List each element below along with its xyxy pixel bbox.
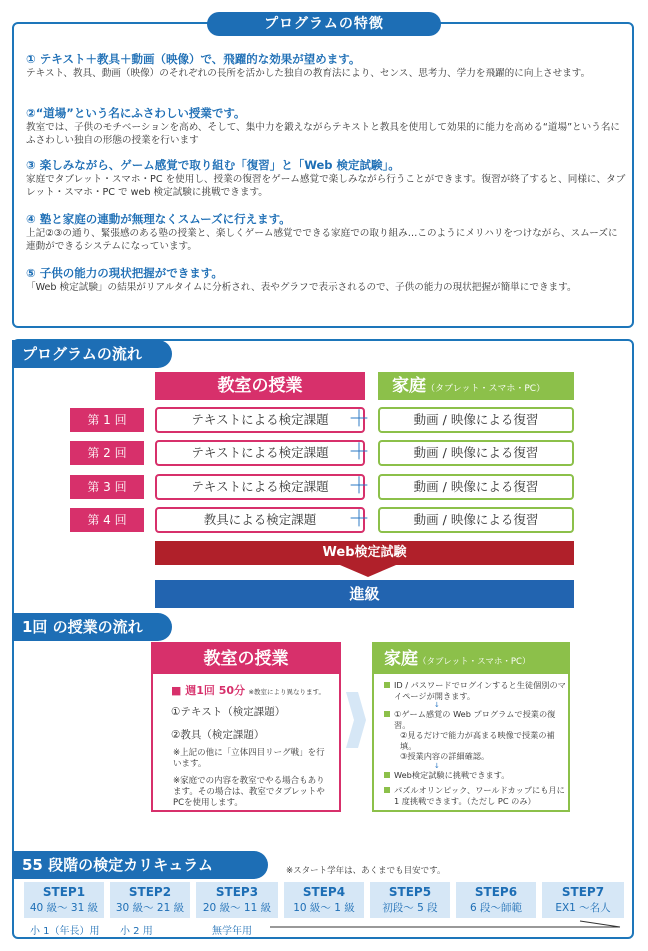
step-name: STEP6 — [474, 885, 518, 899]
feature-item — [26, 106, 626, 147]
feature-body: 教室では、子供のモチベーションを高め、そして、集中力を鍛えながらテキストと教具を使用して効果的に能力を高める“道場”という名にふさわしい独自の形態の授業を行います — [26, 122, 621, 146]
steps-note: ※スタート学年は、あくまでも目安です。 — [286, 866, 446, 876]
home-header — [378, 372, 574, 400]
home-step-item — [374, 680, 568, 701]
home-task: 動画 / 映像による復習 — [378, 507, 574, 533]
round-tag: 第 2 回 — [70, 441, 144, 465]
step-name: STEP5 — [388, 885, 432, 899]
bullet-icon — [384, 711, 390, 717]
features-title: プログラムの特徴 — [207, 12, 441, 36]
grade-label: 無学年用 — [212, 926, 252, 937]
step-card — [196, 882, 278, 918]
home-task: 動画 / 映像による復習 — [378, 440, 574, 466]
classroom-task: テキストによる検定課題 — [155, 440, 365, 466]
home-task: 動画 / 映像による復習 — [378, 474, 574, 500]
lesson-note-league: ※上記の他に「立体四目リーグ戦」を行います。 — [173, 748, 325, 769]
feature-heading: ④ 塾と家庭の連動が無理なくスムーズに行えます。 — [26, 212, 291, 226]
lesson-classroom-header: 教室の授業 — [153, 644, 339, 674]
lesson-home-card — [372, 642, 570, 812]
step-name: STEP2 — [128, 885, 172, 899]
feature-body: テキスト、教具、動画（映像）のそれぞれの長所を活かした独自の教育法により、センス、思考力、学力を飛躍的に向上させます。 — [26, 68, 591, 79]
step-name: STEP1 — [42, 885, 86, 899]
lesson-frequency-text: ■ 週1回 50分 — [171, 684, 246, 697]
down-arrow-icon: ↓ — [434, 761, 440, 770]
step-card — [24, 882, 104, 918]
round-tag: 第 3 回 — [70, 475, 144, 499]
feature-heading: ① テキスト＋教具＋動画（映像）で、飛躍的な効果が望めます。 — [26, 52, 361, 66]
classroom-task: 教具による検定課題 — [155, 507, 365, 533]
step-name: STEP3 — [215, 885, 259, 899]
web-test-bar: Web検定試験 — [155, 541, 574, 565]
feature-item — [26, 158, 626, 199]
step-range: 40 級〜 31 級 — [29, 902, 99, 914]
classroom-task: テキストによる検定課題 — [155, 474, 365, 500]
promotion-bar: 進級 — [155, 580, 574, 608]
feature-item — [26, 266, 626, 294]
lesson-line-text: ①テキスト（検定課題） — [171, 706, 286, 718]
lesson-note-home: ※家庭での内容を教室でやる場合もあります。その場合は、教室でタブレットやPCを使用します。 — [173, 776, 325, 808]
bullet-icon — [384, 772, 390, 778]
grade-label: 小 1（年長）用 — [30, 926, 100, 937]
down-arrow-icon: ↓ — [434, 701, 440, 709]
home-step-text: Web検定試験に挑戦できます。 — [394, 769, 510, 780]
chevron-right-icon — [344, 690, 368, 750]
home-header-sub: （タブレット・スマホ・PC） — [426, 384, 546, 394]
feature-heading: ⑤ 子供の能力の現状把握ができます。 — [26, 266, 223, 280]
step-card — [542, 882, 624, 918]
down-arrow-icon — [340, 565, 396, 577]
home-step-item — [374, 770, 568, 781]
lesson-frequency — [153, 674, 339, 698]
home-step-sub: ③授業内容の詳細確認。 — [400, 751, 490, 761]
feature-item — [26, 212, 626, 253]
step-range: EX1 〜名人 — [555, 902, 611, 914]
step-card — [110, 882, 190, 918]
feature-body: 上記②③の通り、緊張感のある塾の授業と、楽しくゲーム感覚でできる家庭での取り組み…このようにメリハリをつけながら、スムーズに連動ができるシステムになっています。 — [26, 228, 618, 252]
plus-icon: ＋ — [347, 474, 370, 499]
home-step-sub: ②見るだけで能力が高まる映像で授業の補填。 — [400, 730, 555, 751]
lesson-home-title: 家庭 — [384, 649, 418, 669]
step-card — [456, 882, 536, 918]
step-range: 10 級〜 1 級 — [293, 902, 355, 914]
step-card — [284, 882, 364, 918]
feature-heading: ②“道場”という名にふさわしい授業です。 — [26, 106, 246, 120]
classroom-header: 教室の授業 — [155, 372, 365, 400]
feature-item — [26, 52, 626, 80]
lesson-frequency-note: ※教室により異なります。 — [248, 688, 325, 696]
home-header-title: 家庭 — [392, 376, 426, 396]
round-tag: 第 4 回 — [70, 508, 144, 532]
lesson-line-tool: ②教具（検定課題） — [171, 729, 265, 741]
lesson-home-header — [374, 644, 568, 674]
home-step-item — [374, 785, 568, 806]
feature-heading: ③ 楽しみながら、ゲーム感覚で取り組む「復習」と「Web 検定試験」。 — [26, 158, 400, 172]
lesson-section-label: 1回 の授業の流れ — [12, 613, 172, 641]
plus-icon: ＋ — [347, 407, 370, 432]
range-arrow-icon — [270, 920, 626, 934]
bullet-icon — [384, 682, 390, 688]
step-range: 30 級〜 21 級 — [115, 902, 185, 914]
flow-section-label: プログラムの流れ — [12, 340, 172, 368]
plus-icon: ＋ — [347, 507, 370, 532]
classroom-task: テキストによる検定課題 — [155, 407, 365, 433]
round-tag: 第 1 回 — [70, 408, 144, 432]
step-range: 6 段〜師範 — [469, 902, 523, 914]
home-step-text: ID / パスワードでログインすると生徒個別のマイページが開きます。 — [394, 680, 566, 701]
feature-body: 「Web 検定試験」の結果がリアルタイムに分析され、表やグラフで表示されるので、子供の能力の現状把握が簡単にできます。 — [26, 282, 577, 293]
step-name: STEP4 — [302, 885, 346, 899]
grade-label: 小 2 用 — [120, 926, 153, 937]
plus-icon: ＋ — [347, 440, 370, 465]
home-step-text: ①ゲーム感覚の Web プログラムで授業の復習。 — [394, 709, 556, 730]
step-range: 初段〜 5 段 — [382, 902, 438, 914]
step-range: 20 級〜 11 級 — [202, 902, 272, 914]
step-name: STEP7 — [561, 885, 605, 899]
step-card — [370, 882, 450, 918]
bullet-icon — [384, 787, 390, 793]
home-step-item — [374, 709, 568, 730]
home-step-text: パズルオリンピック、ワールドカップにも月に 1 度挑戦できます。（ただし PC のみ） — [394, 785, 565, 806]
lesson-classroom-card — [151, 642, 341, 812]
steps-section-label: 55 段階の検定カリキュラム — [12, 851, 268, 879]
lesson-home-sub: （タブレット・スマホ・PC） — [418, 657, 531, 667]
feature-body: 家庭でタブレット・スマホ・PC を使用し、授業の復習をゲーム感覚で楽しみながら行うことができます。復習が終了すると、同様に、タブレット・スマホ・PC で web 検定試験に挑戦できます。 — [26, 174, 626, 198]
home-task: 動画 / 映像による復習 — [378, 407, 574, 433]
